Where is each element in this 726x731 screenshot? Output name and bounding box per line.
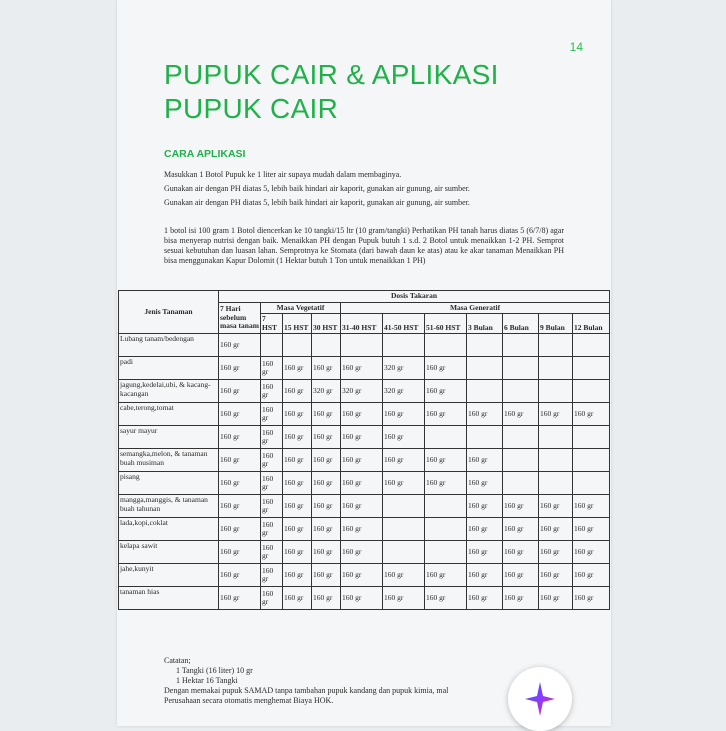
table-row [119, 587, 610, 610]
dosage-cell [283, 334, 312, 357]
dosage-cell: 160 gr [312, 587, 341, 610]
dosage-cell [467, 380, 503, 403]
header-dosis-takaran: Dosis Takaran [219, 291, 610, 303]
dosage-cell [573, 380, 610, 403]
table-row [119, 426, 610, 449]
dosage-cell [573, 334, 610, 357]
dosage-cell: 160 gr [539, 587, 573, 610]
dosage-cell: 160 gr [312, 357, 341, 380]
dosage-cell: 160 gr [503, 403, 539, 426]
dosage-cell: 160 gr [312, 495, 341, 518]
dosage-cell: 160 gr [312, 449, 341, 472]
column-header: 6 Bulan [503, 314, 539, 334]
header-jenis-tanaman: Jenis Tanaman [119, 291, 219, 334]
dosage-cell [425, 518, 467, 541]
dosage-cell [425, 334, 467, 357]
intro-line: Masukkan 1 Botol Pupuk ke 1 liter air supaya mudah dalam membaginya. [164, 170, 402, 179]
dosage-cell: 160 gr [383, 403, 425, 426]
dosage-cell: 160 gr [467, 564, 503, 587]
dosage-cell: 160 gr [573, 403, 610, 426]
dosage-cell: 160 gr [425, 472, 467, 495]
dosage-cell: 160 gr [503, 495, 539, 518]
dosage-cell: 160 gr [283, 449, 312, 472]
dosage-cell: 160 gr [341, 541, 383, 564]
dosage-cell [383, 541, 425, 564]
dosage-cell: 160 gr [261, 380, 283, 403]
crop-name-cell: padi [119, 357, 219, 380]
dosage-cell: 160 gr [219, 449, 261, 472]
dosage-cell: 160 gr [539, 518, 573, 541]
dosage-cell: 160 gr [573, 564, 610, 587]
dosage-cell: 160 gr [261, 403, 283, 426]
table-body [119, 334, 610, 610]
dosage-cell: 160 gr [383, 426, 425, 449]
dosage-cell: 160 gr [383, 449, 425, 472]
dosage-cell: 160 gr [219, 472, 261, 495]
dosage-cell: 160 gr [261, 564, 283, 587]
dosage-cell: 160 gr [341, 449, 383, 472]
dosage-cell: 160 gr [539, 541, 573, 564]
dosage-cell: 160 gr [312, 426, 341, 449]
dosage-cell: 320 gr [383, 380, 425, 403]
dosage-cell: 160 gr [425, 449, 467, 472]
dosage-cell: 160 gr [261, 541, 283, 564]
section-heading: CARA APLIKASI [164, 148, 246, 160]
dosage-cell [467, 426, 503, 449]
dosage-cell: 160 gr [503, 518, 539, 541]
column-header: 3 Bulan [467, 314, 503, 334]
notes-label: Catatan; [164, 656, 191, 665]
dosage-cell: 160 gr [261, 357, 283, 380]
intro-line: Gunakan air dengan PH diatas 5, lebih baik hindari air kaporit, gunakan air gunung, air sumber. [164, 198, 470, 207]
table-row [119, 541, 610, 564]
dosage-cell: 160 gr [261, 518, 283, 541]
dosage-cell: 160 gr [219, 518, 261, 541]
header-masa-generatif: Masa Generatif [341, 302, 610, 314]
column-header: 15 HST [283, 314, 312, 334]
dosage-cell: 160 gr [312, 564, 341, 587]
crop-name-cell: mangga,manggis, & tanaman buah tahunan [119, 495, 219, 518]
dosage-cell: 160 gr [425, 357, 467, 380]
dosage-cell: 160 gr [467, 495, 503, 518]
dosage-cell [539, 380, 573, 403]
dosage-cell [503, 449, 539, 472]
dosage-cell: 160 gr [341, 403, 383, 426]
dosage-cell: 160 gr [341, 357, 383, 380]
dosage-cell: 160 gr [341, 426, 383, 449]
table-row [119, 380, 610, 403]
dosage-cell: 160 gr [539, 564, 573, 587]
intro-text [164, 168, 574, 210]
table-row [119, 472, 610, 495]
dosage-cell: 160 gr [341, 587, 383, 610]
instruction-paragraph: 1 botol isi 100 gram 1 Botol diencerkan ke 10 tangki/15 ltr (10 gram/tangki) Perhatikan PH tanah harus diatas 5 (6/7/8) agar bisa menyerap nutrisi dengan baik. Menaikkan PH dengan Pupuk butuh 1 s.d. 2 Botol untuk menaikkan 1-2 PH. Semprot sesuai kebutuhan dan luasan lahan. Semprotnya ke Stomata (dari bawah daun ke atas) atau ke akar tanaman Menaikkan PH bisa menggunakan Kapur Dolomit (1 Hektar butuh 1 Ton untuk menaikkan 1 PH) [164, 226, 564, 265]
dosage-cell: 160 gr [573, 518, 610, 541]
dosage-cell: 320 gr [312, 380, 341, 403]
dosage-cell [539, 426, 573, 449]
dosage-cell [467, 334, 503, 357]
crop-name-cell: lada,kopi,coklat [119, 518, 219, 541]
dosage-cell [425, 541, 467, 564]
notes-line: 1 Tangki (16 liter) 10 gr [176, 666, 253, 675]
dosage-cell: 160 gr [383, 587, 425, 610]
column-header: 9 Bulan [539, 314, 573, 334]
dosage-cell: 160 gr [467, 449, 503, 472]
dosage-cell [503, 472, 539, 495]
dosage-cell: 160 gr [219, 564, 261, 587]
crop-name-cell: cabe,terong,tomat [119, 403, 219, 426]
dosage-cell: 160 gr [467, 472, 503, 495]
dosage-cell: 160 gr [283, 426, 312, 449]
dosage-cell: 160 gr [573, 495, 610, 518]
dosage-cell: 160 gr [503, 541, 539, 564]
dosage-cell: 160 gr [467, 587, 503, 610]
crop-name-cell: jagung,kedelai,ubi, & kacang-kacangan [119, 380, 219, 403]
dosage-cell [539, 334, 573, 357]
dosage-cell: 160 gr [341, 495, 383, 518]
dosage-cell: 160 gr [219, 334, 261, 357]
dosage-cell: 160 gr [283, 380, 312, 403]
dosage-cell: 160 gr [219, 495, 261, 518]
dosage-cell [425, 426, 467, 449]
column-header: 51-60 HST [425, 314, 467, 334]
dosage-cell: 320 gr [341, 380, 383, 403]
dosage-cell [573, 472, 610, 495]
dosage-cell: 160 gr [312, 472, 341, 495]
dosage-cell: 160 gr [503, 587, 539, 610]
crop-name-cell: sayur mayur [119, 426, 219, 449]
dosage-cell: 160 gr [425, 587, 467, 610]
dosage-cell: 160 gr [283, 403, 312, 426]
dosage-cell [539, 472, 573, 495]
dosage-cell: 160 gr [539, 403, 573, 426]
dosage-cell: 160 gr [425, 380, 467, 403]
dosage-cell: 160 gr [261, 449, 283, 472]
column-header: 12 Bulan [573, 314, 610, 334]
table-row [119, 518, 610, 541]
dosage-cell [503, 334, 539, 357]
dosage-cell: 160 gr [383, 564, 425, 587]
crop-name-cell: tanaman hias [119, 587, 219, 610]
dosage-cell [425, 495, 467, 518]
dosage-cell [503, 426, 539, 449]
dosage-cell: 320 gr [383, 357, 425, 380]
dosage-cell [539, 357, 573, 380]
notes-line: 1 Hektar 16 Tangki [176, 676, 238, 685]
notes-line: Dengan memakai pupuk SAMAD tanpa tambahan pupuk kandang dan pupuk kimia, mal [164, 686, 449, 695]
dosage-cell [261, 334, 283, 357]
dosage-cell: 160 gr [283, 518, 312, 541]
dosage-cell: 160 gr [503, 564, 539, 587]
dosage-cell: 160 gr [283, 472, 312, 495]
header-7-hari: 7 Hari sebelum masa tanam [219, 302, 261, 334]
header-masa-vegetatif: Masa Vegetatif [261, 302, 341, 314]
column-header: 7 HST [261, 314, 283, 334]
dosage-cell [383, 334, 425, 357]
table-row [119, 334, 610, 357]
page-number: 14 [569, 40, 583, 54]
dosage-cell [503, 380, 539, 403]
intro-line: Gunakan air dengan PH diatas 5, lebih baik hindari air kaporit, gunakan air gunung, air sumber. [164, 184, 470, 193]
column-header: 31-40 HST [341, 314, 383, 334]
dosage-cell: 160 gr [219, 357, 261, 380]
table-row [119, 403, 610, 426]
document-page [117, 0, 611, 726]
sparkle-icon [524, 681, 556, 717]
dosage-cell: 160 gr [573, 587, 610, 610]
dosage-cell: 160 gr [261, 426, 283, 449]
crop-name-cell: semangka,melon, & tanaman buah musiman [119, 449, 219, 472]
dosage-cell: 160 gr [312, 541, 341, 564]
dosage-cell: 160 gr [283, 541, 312, 564]
notes-line: Perusahaan secara otomatis menghemat Biaya HOK. [164, 696, 334, 705]
dosage-cell: 160 gr [219, 403, 261, 426]
dosage-cell [573, 357, 610, 380]
dosage-cell: 160 gr [283, 564, 312, 587]
page-title [164, 58, 499, 126]
dosage-cell [383, 495, 425, 518]
dosage-cell: 160 gr [341, 518, 383, 541]
crop-name-cell: kelapa sawit [119, 541, 219, 564]
dosage-cell: 160 gr [425, 403, 467, 426]
dosage-cell: 160 gr [539, 495, 573, 518]
crop-name-cell: Lubang tanam/bedengan [119, 334, 219, 357]
dosage-cell: 160 gr [467, 541, 503, 564]
dosage-cell: 160 gr [283, 587, 312, 610]
column-header: 30 HST [312, 314, 341, 334]
dosage-cell [573, 426, 610, 449]
dosage-cell [341, 334, 383, 357]
dosage-cell: 160 gr [261, 587, 283, 610]
title-line-1: PUPUK CAIR & APLIKASI [164, 59, 499, 90]
dosage-cell: 160 gr [383, 472, 425, 495]
assistant-fab-button[interactable] [508, 667, 572, 731]
title-line-2: PUPUK CAIR [164, 93, 339, 124]
crop-name-cell: pisang [119, 472, 219, 495]
dosage-cell [312, 334, 341, 357]
table-row [119, 564, 610, 587]
dosage-cell: 160 gr [261, 495, 283, 518]
dosage-cell: 160 gr [467, 403, 503, 426]
crop-name-cell: jahe,kunyit [119, 564, 219, 587]
table-row [119, 495, 610, 518]
dosage-cell: 160 gr [219, 426, 261, 449]
dosage-cell: 160 gr [219, 541, 261, 564]
dosage-cell: 160 gr [283, 357, 312, 380]
dosage-cell: 160 gr [312, 518, 341, 541]
dosage-cell [467, 357, 503, 380]
table-row [119, 357, 610, 380]
dosage-cell: 160 gr [219, 587, 261, 610]
dosage-cell: 160 gr [341, 472, 383, 495]
dosage-cell: 160 gr [467, 518, 503, 541]
dosage-cell: 160 gr [573, 541, 610, 564]
column-header: 41-50 HST [383, 314, 425, 334]
dosage-cell [383, 518, 425, 541]
dosage-cell: 160 gr [261, 472, 283, 495]
dosage-cell [503, 357, 539, 380]
dosage-cell [573, 449, 610, 472]
dosage-table [118, 290, 610, 610]
table-row [119, 449, 610, 472]
dosage-cell: 160 gr [425, 564, 467, 587]
dosage-cell: 160 gr [341, 564, 383, 587]
dosage-cell: 160 gr [283, 495, 312, 518]
dosage-cell: 160 gr [219, 380, 261, 403]
dosage-cell [539, 449, 573, 472]
dosage-cell: 160 gr [312, 403, 341, 426]
